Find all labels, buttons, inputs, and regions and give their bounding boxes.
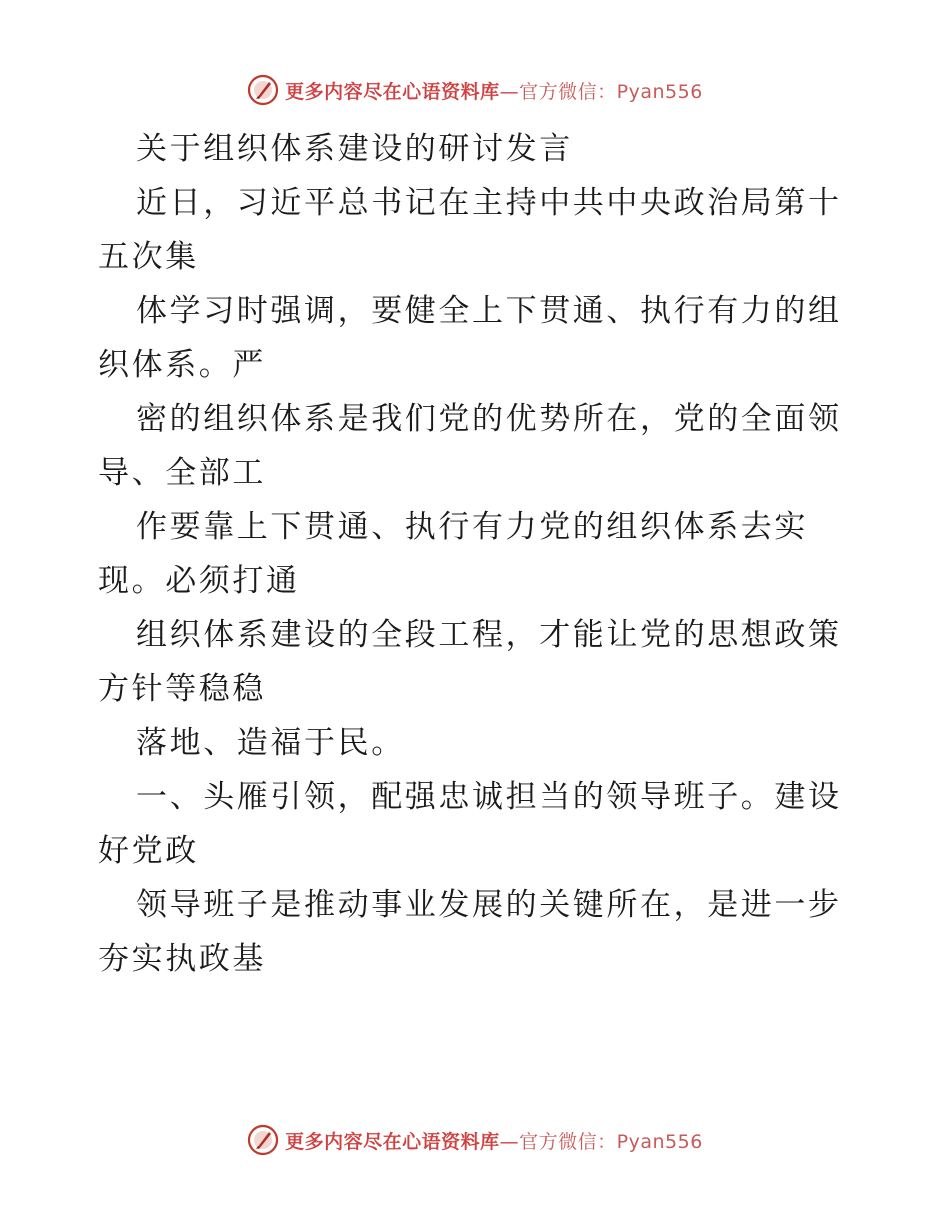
header-watermark: [0, 70, 950, 110]
text-line: 组织体系建设的全段工程，才能让党的思想政策: [136, 617, 842, 653]
text-line: 好党政: [98, 833, 199, 869]
quill-pen-logo-icon: [247, 74, 279, 106]
text-line: 一、头雁引领，配强忠诚担当的领导班子。建设: [136, 779, 842, 815]
text-line: 五次集: [98, 239, 199, 275]
text-line: 密的组织体系是我们党的优势所在，党的全面领: [136, 401, 842, 437]
document-body: [98, 122, 858, 986]
text-line: 导、全部工: [98, 455, 266, 491]
text-line: 落地、造福于民。: [136, 725, 405, 761]
text-line: 夯实执政基: [98, 941, 266, 977]
text-line: 关于组织体系建设的研讨发言: [136, 131, 573, 167]
text-line: 作要靠上下贯通、执行有力党的组织体系去实: [136, 509, 808, 545]
text-line: 织体系。严: [98, 347, 266, 383]
watermark-main: 更多内容尽在心语资料库: [285, 80, 500, 103]
quill-pen-logo-icon: [247, 1124, 279, 1156]
watermark-wechat: 官方微信：Pyan556: [519, 1130, 703, 1153]
text-line: 现。必须打通: [98, 563, 300, 599]
watermark-wechat: 官方微信：Pyan556: [519, 80, 703, 103]
watermark-separator: —: [499, 80, 520, 103]
watermark-separator: —: [499, 1130, 520, 1153]
text-line: 领导班子是推动事业发展的关键所在，是进一步: [136, 887, 842, 923]
text-line: 方针等稳稳: [98, 671, 266, 707]
watermark-text: [285, 77, 703, 104]
footer-watermark: [0, 1120, 950, 1160]
text-line: 近日，习近平总书记在主持中共中央政治局第十: [136, 185, 842, 221]
text-line: 体学习时强调，要健全上下贯通、执行有力的组: [136, 293, 842, 329]
watermark-main: 更多内容尽在心语资料库: [285, 1130, 500, 1153]
watermark-text: [285, 1127, 703, 1154]
